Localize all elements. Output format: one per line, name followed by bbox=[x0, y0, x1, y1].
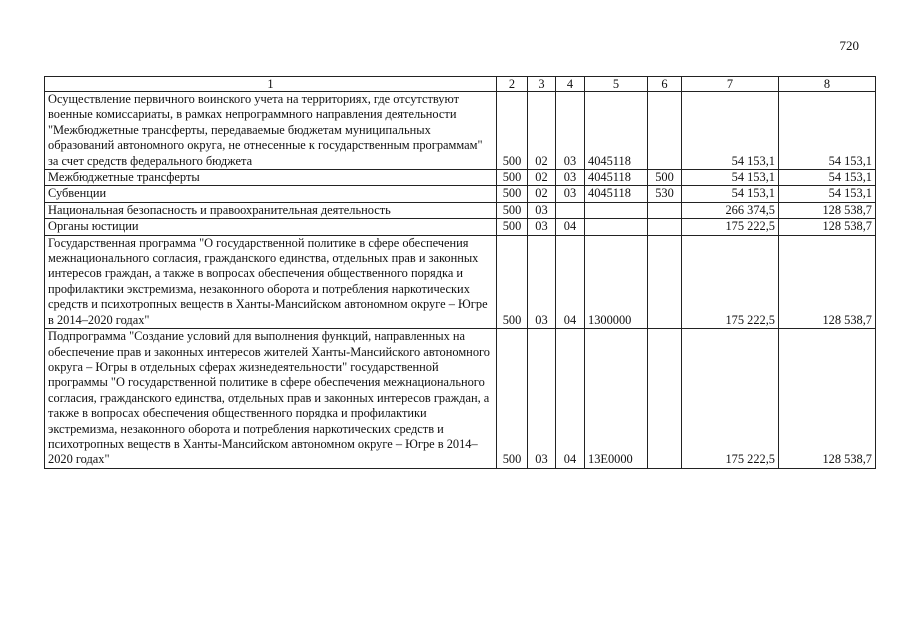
cell-col-4: 04 bbox=[556, 329, 585, 469]
column-header: 7 bbox=[682, 77, 779, 92]
row-description: Подпрограмма "Создание условий для выполнения функций, направленных на обеспечение прав и законных интересов жителей Ханты-Мансийского автономного округа – Югры в отдельных сферах жизнедеятельности" государственной программы "О государственной политике в сфере обеспечения межнационального согласия, гражданского единства, отдельных прав и законных интересов граждан, а также в вопросах обеспечения общественного порядка и профилактики экстремизма, незаконного оборота и потребления наркотических средств и психотропных веществ в Ханты-Мансийском автономном округе – Югре в 2014–2020 годах" bbox=[45, 329, 497, 469]
cell-col-5: 4045118 bbox=[585, 170, 648, 186]
cell-col-6 bbox=[648, 329, 682, 469]
cell-col-8: 128 538,7 bbox=[779, 202, 876, 218]
cell-col-2: 500 bbox=[497, 219, 528, 235]
cell-col-3: 03 bbox=[528, 202, 556, 218]
cell-col-2: 500 bbox=[497, 202, 528, 218]
column-header: 3 bbox=[528, 77, 556, 92]
cell-col-8: 128 538,7 bbox=[779, 219, 876, 235]
cell-col-2: 500 bbox=[497, 235, 528, 328]
cell-col-3: 03 bbox=[528, 329, 556, 469]
table-row bbox=[45, 235, 876, 328]
cell-col-5 bbox=[585, 202, 648, 218]
cell-col-7: 54 153,1 bbox=[682, 170, 779, 186]
row-description: Осуществление первичного воинского учета на территориях, где отсутствуют военные комиссариаты, в рамках непрограммного направления деятельности "Межбюджетные трансферты, передаваемые бюджетам муниципальных образований автономного округа, не отнесенные к государственным программам" за счет средств федерального бюджета bbox=[45, 92, 497, 170]
cell-col-2: 500 bbox=[497, 186, 528, 202]
cell-col-5: 13Е0000 bbox=[585, 329, 648, 469]
cell-col-5: 4045118 bbox=[585, 186, 648, 202]
cell-col-7: 54 153,1 bbox=[682, 186, 779, 202]
cell-col-8: 54 153,1 bbox=[779, 170, 876, 186]
cell-col-3: 03 bbox=[528, 219, 556, 235]
cell-col-6 bbox=[648, 235, 682, 328]
cell-col-4: 03 bbox=[556, 92, 585, 170]
table-row bbox=[45, 92, 876, 170]
cell-col-5: 4045118 bbox=[585, 92, 648, 170]
table-row bbox=[45, 329, 876, 469]
cell-col-3: 02 bbox=[528, 92, 556, 170]
cell-col-5: 1300000 bbox=[585, 235, 648, 328]
cell-col-8: 54 153,1 bbox=[779, 92, 876, 170]
cell-col-4 bbox=[556, 202, 585, 218]
cell-col-8: 128 538,7 bbox=[779, 329, 876, 469]
table-row bbox=[45, 219, 876, 235]
cell-col-8: 54 153,1 bbox=[779, 186, 876, 202]
cell-col-3: 02 bbox=[528, 170, 556, 186]
row-description: Межбюджетные трансферты bbox=[45, 170, 497, 186]
table-row bbox=[45, 170, 876, 186]
column-header: 4 bbox=[556, 77, 585, 92]
row-description: Органы юстиции bbox=[45, 219, 497, 235]
page-number: 720 bbox=[839, 38, 859, 53]
cell-col-4: 04 bbox=[556, 235, 585, 328]
column-header: 6 bbox=[648, 77, 682, 92]
column-header: 2 bbox=[497, 77, 528, 92]
cell-col-7: 175 222,5 bbox=[682, 219, 779, 235]
table-header-row bbox=[45, 77, 876, 92]
cell-col-3: 03 bbox=[528, 235, 556, 328]
table-row bbox=[45, 202, 876, 218]
cell-col-2: 500 bbox=[497, 329, 528, 469]
row-description: Субвенции bbox=[45, 186, 497, 202]
cell-col-4: 03 bbox=[556, 170, 585, 186]
cell-col-7: 175 222,5 bbox=[682, 329, 779, 469]
cell-col-6 bbox=[648, 219, 682, 235]
cell-col-4: 04 bbox=[556, 219, 585, 235]
column-header: 5 bbox=[585, 77, 648, 92]
cell-col-7: 54 153,1 bbox=[682, 92, 779, 170]
cell-col-2: 500 bbox=[497, 92, 528, 170]
cell-col-5 bbox=[585, 219, 648, 235]
cell-col-7: 175 222,5 bbox=[682, 235, 779, 328]
cell-col-2: 500 bbox=[497, 170, 528, 186]
cell-col-6 bbox=[648, 202, 682, 218]
cell-col-7: 266 374,5 bbox=[682, 202, 779, 218]
cell-col-3: 02 bbox=[528, 186, 556, 202]
column-header: 1 bbox=[45, 77, 497, 92]
cell-col-6 bbox=[648, 92, 682, 170]
cell-col-6: 500 bbox=[648, 170, 682, 186]
budget-table bbox=[44, 76, 876, 469]
cell-col-6: 530 bbox=[648, 186, 682, 202]
row-description: Национальная безопасность и правоохранительная деятельность bbox=[45, 202, 497, 218]
table-row bbox=[45, 186, 876, 202]
cell-col-8: 128 538,7 bbox=[779, 235, 876, 328]
row-description: Государственная программа "О государственной политике в сфере обеспечения межнационального согласия, гражданского единства, отдельных прав и законных интересов граждан, а также в вопросах обеспечения общественного порядка и профилактики экстремизма, незаконного оборота и потребления наркотических средств и психотропных веществ в Ханты-Мансийском автономном округе – Югре в 2014–2020 годах" bbox=[45, 235, 497, 328]
column-header: 8 bbox=[779, 77, 876, 92]
cell-col-4: 03 bbox=[556, 186, 585, 202]
